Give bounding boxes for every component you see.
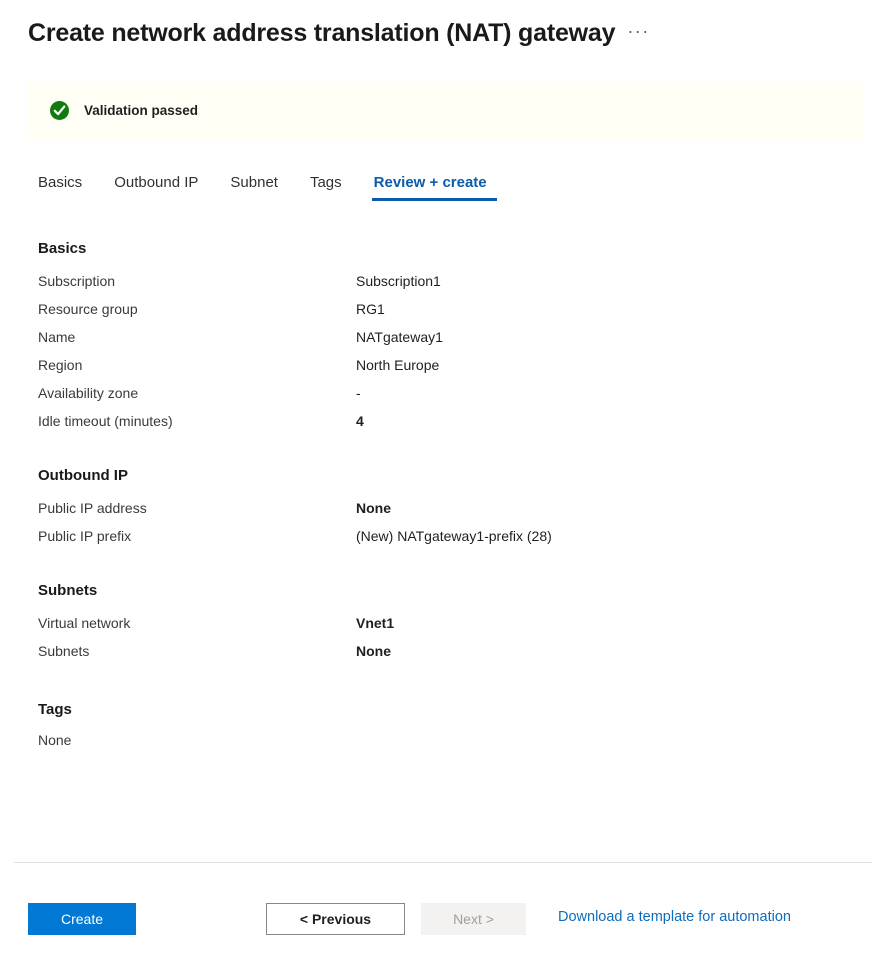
label-public-ip-prefix: Public IP prefix (38, 528, 132, 544)
label-availability-zone: Availability zone (38, 385, 139, 401)
validation-message: Validation passed (84, 103, 199, 118)
row-virtual-network (38, 613, 858, 633)
value-availability-zone: - (356, 385, 361, 401)
tab-tags[interactable]: Tags (309, 174, 342, 191)
next-button[interactable]: Next > (421, 903, 526, 935)
section-basics (38, 240, 858, 431)
validation-banner (27, 82, 863, 139)
page-header (0, 0, 890, 50)
more-options-icon[interactable]: ··· (627, 21, 650, 41)
row-name (38, 327, 858, 347)
label-resource-group: Resource group (38, 301, 138, 317)
value-subscription: Subscription1 (356, 273, 441, 289)
wizard-tabs (38, 170, 503, 201)
tab-basics[interactable]: Basics (38, 174, 83, 191)
section-title-basics: Basics (38, 240, 87, 257)
row-region (38, 355, 858, 375)
value-region: North Europe (356, 357, 440, 373)
label-subnets: Subnets (38, 643, 90, 659)
label-name: Name (38, 329, 76, 345)
tags-value: None (38, 732, 72, 748)
label-idle-timeout: Idle timeout (minutes) (38, 413, 173, 429)
download-template-link[interactable]: Download a template for automation (558, 909, 791, 925)
label-region: Region (38, 357, 83, 373)
row-idle-timeout (38, 411, 858, 431)
section-subnets (38, 582, 858, 661)
value-idle-timeout: 4 (356, 413, 364, 429)
footer-divider (14, 862, 872, 863)
footer-actions (0, 895, 890, 951)
section-title-outbound-ip: Outbound IP (38, 467, 128, 484)
value-virtual-network: Vnet1 (356, 615, 395, 631)
row-public-ip-prefix (38, 526, 858, 546)
row-subnets (38, 641, 858, 661)
value-public-ip-prefix: (New) NATgateway1-prefix (28) (356, 528, 552, 544)
tab-subnet[interactable]: Subnet (230, 174, 278, 191)
value-public-ip-address: None (356, 500, 391, 516)
section-title-subnets: Subnets (38, 582, 98, 599)
row-availability-zone (38, 383, 858, 403)
section-outbound-ip (38, 467, 858, 546)
row-public-ip-address (38, 498, 858, 518)
row-resource-group (38, 299, 858, 319)
section-tags (38, 701, 858, 748)
success-check-icon (49, 100, 70, 121)
label-virtual-network: Virtual network (38, 615, 131, 631)
previous-button[interactable]: < Previous (266, 903, 405, 935)
review-content (38, 240, 858, 776)
row-subscription (38, 271, 858, 291)
section-title-tags: Tags (38, 701, 72, 718)
create-button[interactable]: Create (28, 903, 136, 935)
label-subscription: Subscription (38, 273, 116, 289)
tab-review-create[interactable]: Review + create (358, 170, 503, 201)
value-subnets: None (356, 643, 391, 659)
page-title: Create network address translation (NAT) gateway (28, 19, 616, 47)
value-name: NATgateway1 (356, 329, 443, 345)
value-resource-group: RG1 (356, 301, 385, 317)
label-public-ip-address: Public IP address (38, 500, 147, 516)
tab-outbound-ip[interactable]: Outbound IP (114, 174, 199, 191)
